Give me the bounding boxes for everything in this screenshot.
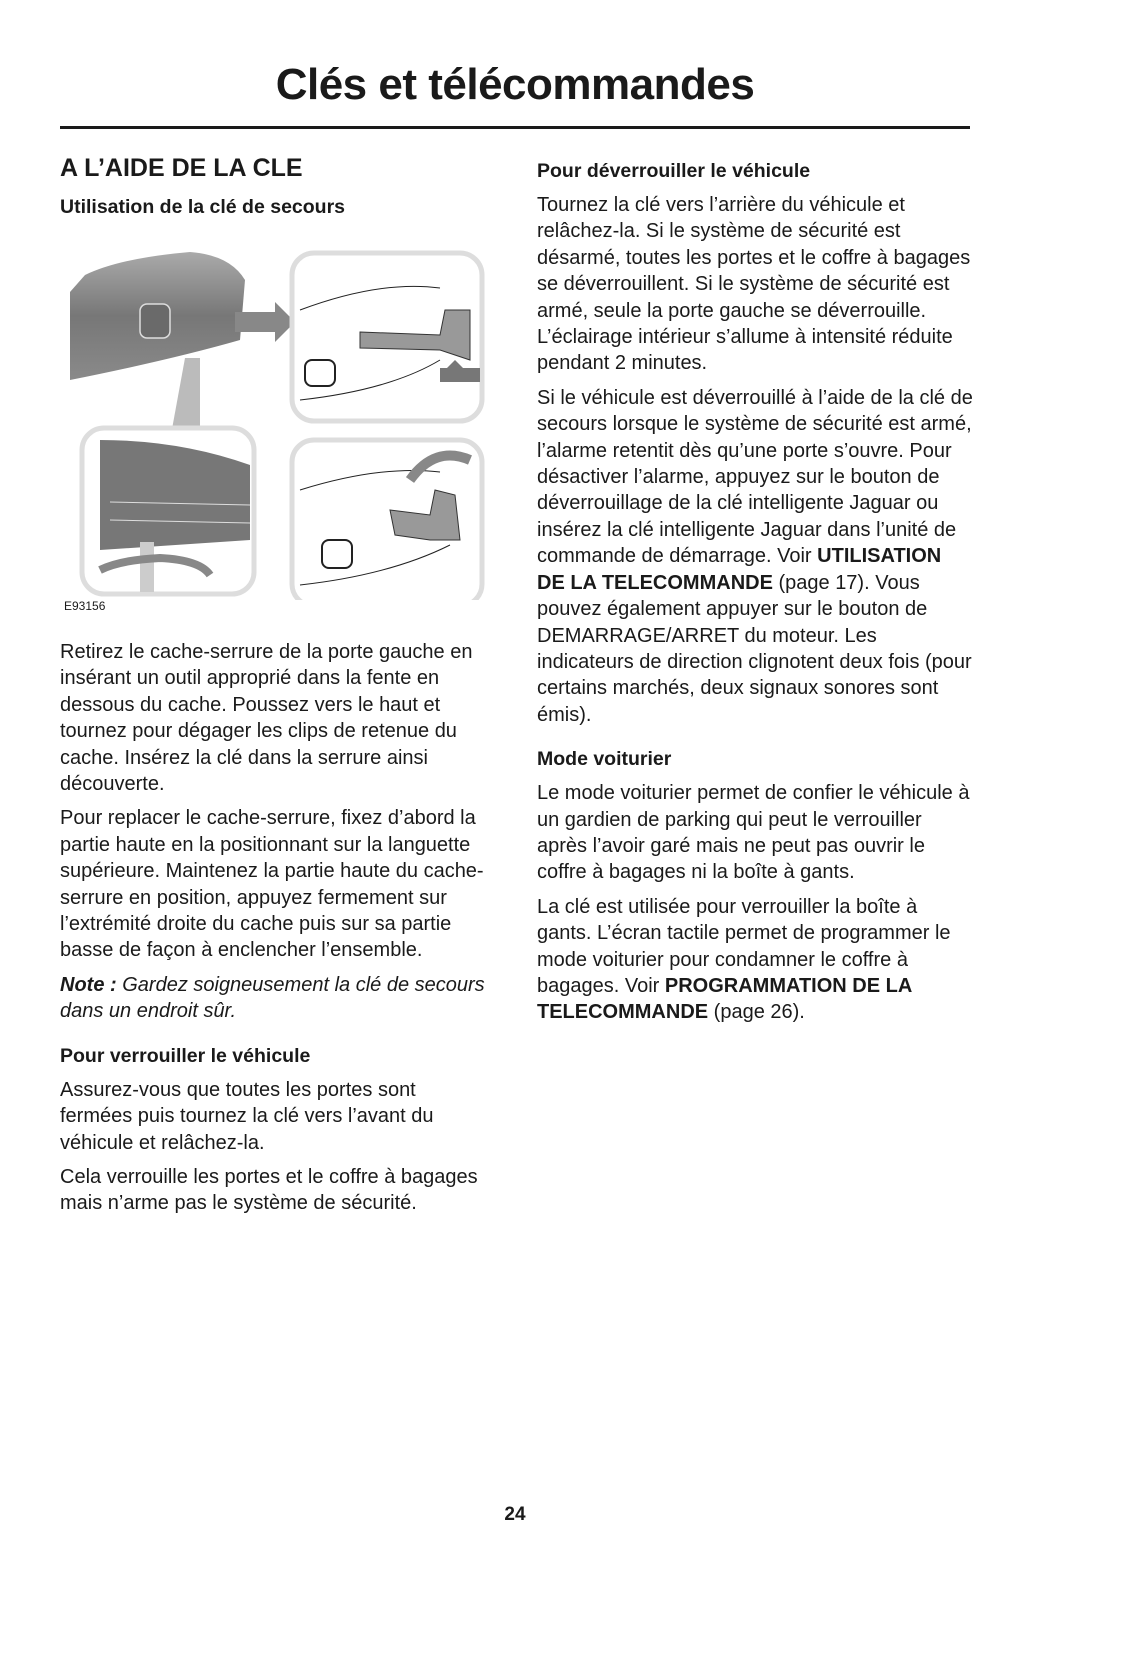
figure-label: E93156 <box>64 599 106 613</box>
note <box>60 972 492 1025</box>
text: (page 26). <box>708 1001 805 1024</box>
section-heading: A L’AIDE DE LA CLE <box>60 154 303 182</box>
paragraph: Assurez-vous que toutes les portes sont fermées puis tournez la clé vers l’avant du véhicule et relâchez-la. <box>60 1078 434 1154</box>
subheading-valet: Mode voiturier <box>537 748 672 771</box>
text: (page 17). Vous pouvez également appuyer sur le bouton de DEMARRAGE/ARRET du moteur. Les indicateurs de direction clignotent deux fois (pour certains marchés, deux signaux sonores sont émis). <box>537 571 972 726</box>
left-column <box>60 152 492 1225</box>
paragraph: Retirez le cache-serrure de la porte gauche en insérant un outil approprié dans la fente en dessous du cache. Poussez vers le haut et tournez pour dégager les clips de retenue du cache. Insérez la clé dans la serrure ainsi découverte. <box>60 641 473 796</box>
emergency-key-illustration <box>60 240 492 625</box>
page-title: Clés et télécommandes <box>275 60 755 109</box>
note-text: Gardez soigneusement la clé de secours dans un endroit sûr. <box>60 973 485 1023</box>
paragraph <box>537 385 973 728</box>
subheading-unlock: Pour déverrouiller le véhicule <box>537 160 811 182</box>
paragraph: Le mode voiturier permet de confier le véhicule à un gardien de parking qui peut le verrouiller après l’avoir garé mais ne peut pas ouvrir le coffre à bagages ni la boîte à gants. <box>537 782 970 884</box>
title-divider <box>60 126 970 129</box>
paragraph: Pour replacer le cache-serrure, fixez d’abord la partie haute en la positionnant sur la languette supérieure. Maintenez la partie haute du cache-serrure en position, appuyez fermement sur l’extrémité droite du cache puis sur sa partie basse de façon à enclencher l’ensemble. <box>60 807 484 962</box>
paragraph <box>537 894 973 1026</box>
cross-reference-link[interactable]: PROGRAMMATION DE LA TELECOMMANDE <box>537 974 912 1024</box>
subheading-lock: Pour verrouiller le véhicule <box>60 1044 311 1067</box>
paragraph: Tournez la clé vers l’arrière du véhicule et relâchez-la. Si le système de sécurité est désarmé, toutes les portes et le coffre à bagages se déverrouillent. Si le système de sécurité est armé, seule la porte gauche se déverrouille. L’éclairage intérieur s’allume à intensité réduite pendant 2 minutes. <box>537 194 971 375</box>
subheading-emergency-key: Utilisation de la clé de secours <box>60 196 346 218</box>
text: La clé est utilisée pour verrouiller la boîte à gants. L’écran tactile permet de programmer le mode voiturier pour condamner le coffre à bagages. Voir <box>537 895 951 997</box>
cross-reference-link[interactable]: UTILISATION DE LA TELECOMMANDE <box>537 545 942 594</box>
text: Si le véhicule est déverrouillé à l’aide de la clé de secours lorsque le système de sécurité est armé, l’alarme retentit dès qu’une porte s’ouvre. Pour désactiver l’alarme, appuyez sur le bouton de déverrouillage de la clé intelligente Jaguar ou insérez la clé intelligente Jaguar dans l’unité de commande de démarrage. Voir <box>537 386 973 568</box>
note-label: Note : <box>60 973 117 996</box>
right-column <box>537 158 973 1034</box>
paragraph: Cela verrouille les portes et le coffre à bagages mais n’arme pas le système de sécurité. <box>60 1165 478 1215</box>
page-number: 24 <box>504 1504 526 1525</box>
